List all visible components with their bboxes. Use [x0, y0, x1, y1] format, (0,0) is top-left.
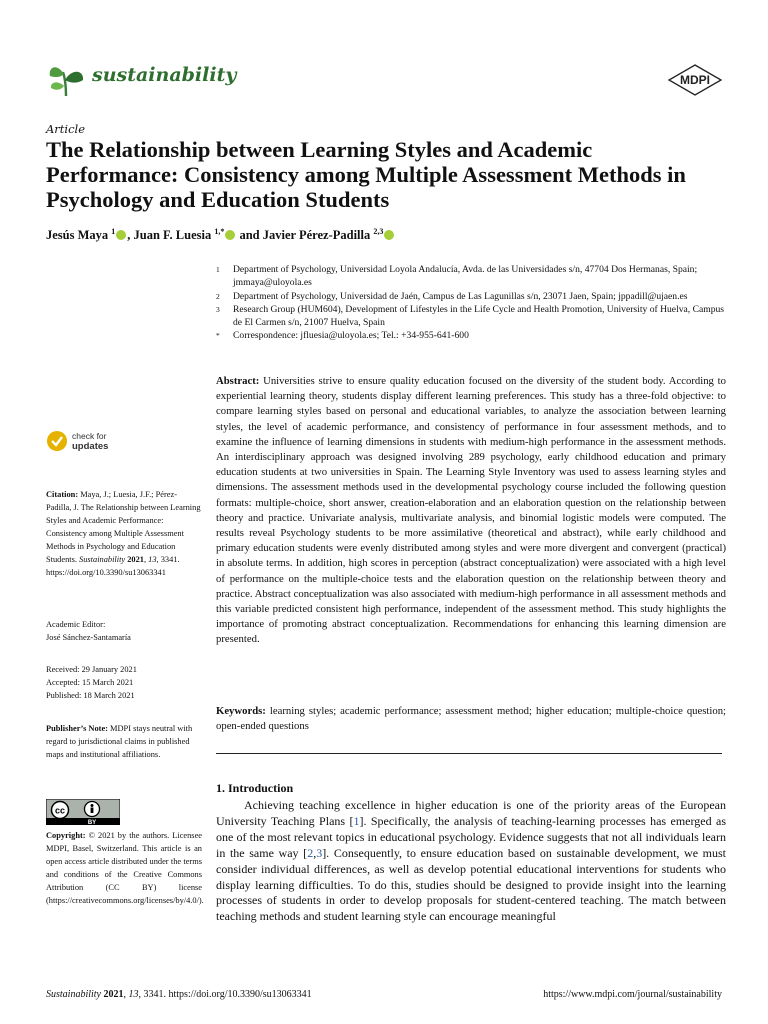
- journal-name: sustainability: [92, 64, 237, 86]
- abstract-label: Abstract:: [216, 375, 260, 387]
- citation-text: Maya, J.; Luesia, J.F.; Pérez-Padilla, J. The Relationship between Learning Styles and Academic Performance: Consistency among Multiple Assessment Methods in Psychology and Education Students.: [46, 490, 201, 564]
- author-affil: 2,3: [373, 227, 384, 236]
- check-line: updates: [72, 441, 109, 452]
- orcid-icon[interactable]: [116, 230, 126, 240]
- citation-block: Citation: Maya, J.; Luesia, J.F.; Pérez-Padilla, J. The Relationship between Learning Styles and Academic Performance: Consistency among Multiple Assessment Methods in Psychology and Education Students. Sustainability 2021, 13, 3341. https://doi.org/10.3390/su13063341: [46, 490, 201, 577]
- publisher-note-label: Publisher’s Note:: [46, 724, 108, 733]
- editor-name: José Sánchez-Santamaría: [46, 633, 131, 642]
- intro-text: ,: [313, 845, 317, 860]
- mdpi-logo-icon: [666, 64, 724, 96]
- affiliation-text: Department of Psychology, Universidad Loyola Andalucía, Avda. de las Universidades s/n, 47704 Dos Hermanas, Spain; jmmaya@uloyola.es: [233, 264, 698, 289]
- reference-link[interactable]: 1: [353, 813, 360, 828]
- footer-citation: Sustainability 2021, 13, 3341. https://doi.org/10.3390/su13063341: [46, 989, 312, 1000]
- article-title: The Relationship between Learning Styles and Academic Performance: Consistency among Multiple Assessment Methods in Psychology and Education Students: [46, 137, 686, 212]
- publisher-label: MDPI: [680, 73, 710, 87]
- affiliation-item: [216, 303, 726, 330]
- keywords-text: learning styles; academic performance; assessment method; higher education; multiple-choice question; open-ended questions: [216, 705, 727, 733]
- cc-by-license-icon[interactable]: [46, 799, 120, 825]
- affiliation-text: Department of Psychology, Universidad de Jaén, Campus de Las Lagunillas s/n, 23071 Jaen, Spain; jppadill@ujaen.es: [233, 290, 688, 302]
- received-date: Received: 29 January 2021: [46, 665, 137, 674]
- orcid-icon[interactable]: [225, 230, 235, 240]
- published-date: Published: 18 March 2021: [46, 691, 135, 700]
- accepted-date: Accepted: 15 March 2021: [46, 678, 134, 687]
- affiliation-text: Research Group (HUM604), Development of Lifestyles in the Life Cycle and Health Promotion, University of Huelva, Campus de El Carmen s/n, 21007 Huelva, Spain: [233, 303, 725, 329]
- footer-url[interactable]: https://www.mdpi.com/journal/sustainability: [543, 989, 722, 1000]
- citation-journal: Sustainability: [79, 555, 126, 564]
- reference-link[interactable]: 2: [307, 845, 314, 860]
- citation-doi[interactable]: , 3341. https://doi.org/10.3390/su13063341: [46, 555, 180, 577]
- affiliation-item: [216, 329, 726, 342]
- orcid-icon[interactable]: [384, 230, 394, 240]
- publisher-note: [46, 722, 202, 761]
- section-divider: [216, 753, 722, 754]
- author-list: Jesús Maya $^1$ , Juan F. Luesia $^{1,*}$ and Javier Pérez-Padilla $^{2,3}$: [46, 227, 395, 243]
- affiliation-item: [216, 290, 726, 303]
- editor-label: Academic Editor:: [46, 620, 106, 629]
- affiliation-number: *: [216, 331, 220, 341]
- keywords: [216, 704, 726, 734]
- copyright-block: [46, 829, 202, 907]
- publisher-note-text: MDPI stays neutral with regard to jurisdictional claims in published maps and institutional affiliations.: [46, 724, 193, 759]
- check-for-updates-label[interactable]: [72, 431, 108, 452]
- affiliation-text: Correspondence: jfluesia@uloyola.es; Tel.: +34-955-641-600: [233, 330, 469, 342]
- footer-doi[interactable]: , 3341. https://doi.org/10.3390/su13063341: [138, 989, 312, 1000]
- author-name[interactable]: Juan F. Luesia: [133, 228, 212, 243]
- intro-text: ]. Consequently, to ensure education based on sustainable development, we must consider individual differences, as well as develop potential educational interventions for students who display learning difficulties. To do this, studies should be designed to provide insight into the learning processes of students in order to develop proposals for student-centered teaching. The match between teaching methods and student learning style can encourage meaningful: [216, 845, 727, 924]
- affiliation-list: [216, 263, 726, 343]
- affiliation-number: 1: [216, 265, 220, 274]
- abstract: [216, 374, 726, 648]
- check-line: check for: [72, 431, 107, 441]
- author-name[interactable]: Jesús Maya: [46, 228, 109, 243]
- footer-volume: 13: [128, 989, 139, 1000]
- copyright-label: Copyright:: [46, 831, 86, 840]
- keywords-label: Keywords:: [216, 705, 266, 717]
- svg-text:cc: cc: [54, 805, 66, 816]
- citation-year: 2021: [127, 555, 144, 564]
- author-name[interactable]: Javier Pérez-Padilla: [262, 228, 371, 243]
- intro-text: ]. Specifically, the analysis of teaching-learning processes has emerged as one of the most relevant topics in educational psychology. Evidence suggests that not all individuals learn in the same way [: [216, 813, 726, 860]
- footer-journal: Sustainability: [46, 989, 101, 1000]
- abstract-text: Universities strive to ensure quality education focused on the diversity of the student body. According to experiential learning theory, students display different learning preferences. This study has a three-fold objective: to compare learning styles based on personal and educational variables, to analyze the association between learning styles, the level of academic performance, and consistency of performance in four assessment methods, and to examine the influence of learning dimensions in students with medium-high performance in the assessment methods. An interdisciplinary approach was designed involving 289 psychology, early childhood education and primary education students at two universities in Spain. The Learning Style Inventory was used to assess learning styles and dimensions. The assessment methods used in the developmental psychology course included the following question formats: multiple-choice, short answer, creation-elaboration and an elaboration question on the relationship between theory and practice. Univariate analysis, multivariate analysis, and binomial logistic models were computed. The results reveal Psychology students to be more assimilative (theoretical and abstract), while early childhood and primary education students were evenly distributed among styles and were more divergent and convergent (practical) in absolute terms. In addition, high scores in perception (abstract conceptualization) were associated with a high level of performance on the multiple-choice tests and the elaboration question on the relationship between theory and practice. Abstract conceptualization was also associated with medium-high performance in all assessment methods and this variable predicted consistent high performance, independent of the assessment method. This study highlights the importance of promoting abstract conceptualization. Recommendations for enhancing this learning dimension are presented.: [216, 375, 726, 646]
- citation-volume: 13: [148, 555, 157, 564]
- section-heading: 1. Introduction: [216, 781, 294, 795]
- affiliation-number: 3: [216, 304, 220, 314]
- article-type: Article: [46, 122, 86, 136]
- affiliation-number: 2: [216, 291, 220, 301]
- affiliation-item: [216, 263, 726, 290]
- reference-link[interactable]: 3: [316, 845, 323, 860]
- intro-text: Achieving teaching excellence in higher education is one of the priority areas of the European University Teaching Plans [: [216, 798, 726, 828]
- cc-by-label: BY: [87, 820, 97, 825]
- dates-block: [46, 663, 202, 702]
- editor-block: [46, 618, 202, 644]
- sustainability-logo-icon: [46, 60, 86, 98]
- copyright-text: © 2021 by the authors. Licensee MDPI, Basel, Switzerland. This article is an open access article distributed under the terms and conditions of the Creative Commons Attribution (CC BY) license (https://creativecommons.org/licenses/by/4.0/).: [46, 831, 204, 905]
- footer-year: 2021: [103, 989, 124, 1000]
- author-affil: 1: [111, 227, 116, 236]
- citation-label: Citation:: [46, 490, 79, 499]
- check-for-updates-icon[interactable]: [46, 430, 68, 452]
- intro-paragraph: [216, 798, 726, 925]
- author-affil: 1,*: [214, 227, 225, 236]
